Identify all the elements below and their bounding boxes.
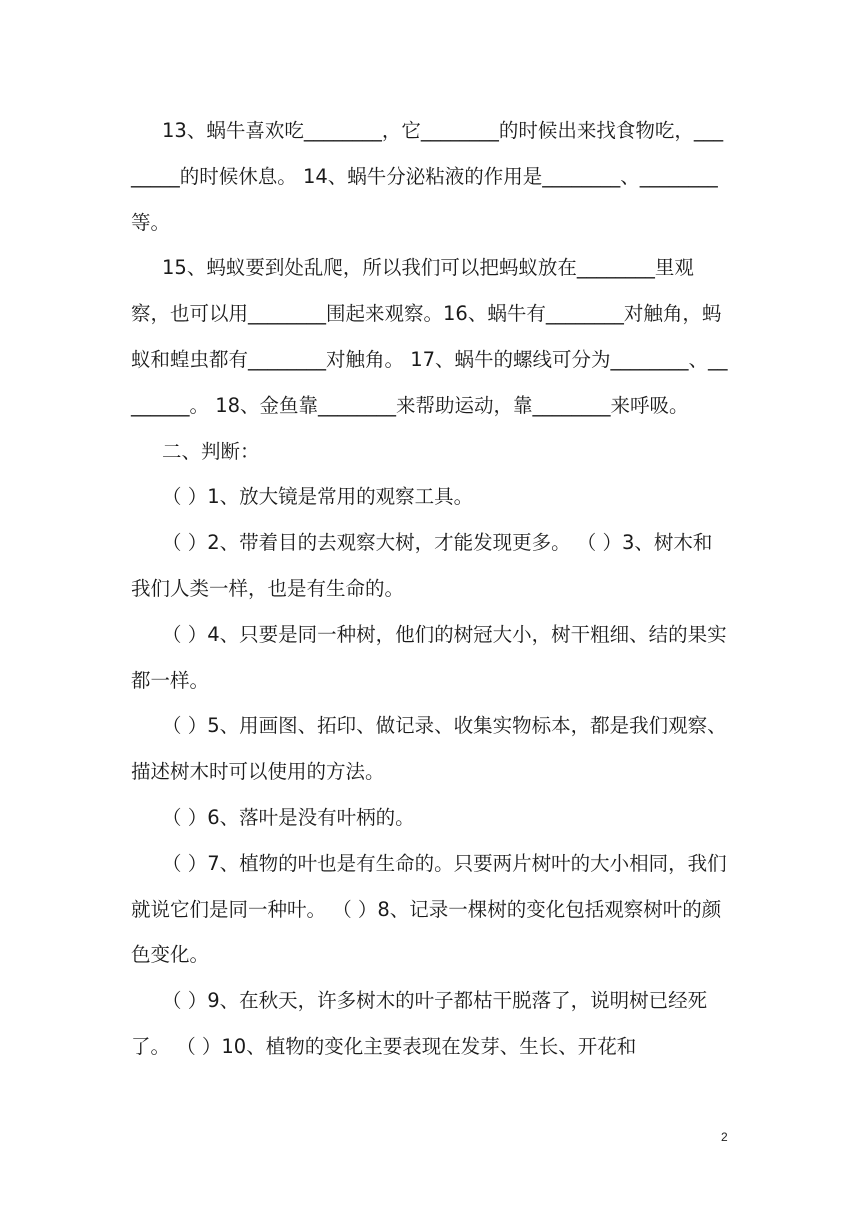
paragraph-judgment-9-10: （ ）9、在秋天，许多树木的叶子都枯干脱落了，说明树已经死了。 （ ）10、植物的变化主要表现在发芽、生长、开花和: [131, 989, 708, 1058]
paragraph-judgment-1: （ ）1、放大镜是常用的观察工具。: [162, 485, 474, 509]
paragraph-fill-blank-15-18: 15、蚂蚁要到处乱爬，所以我们可以把蚂蚁放在________里观察，也可以用________围起来观察。16、蜗牛有________对触角，蚂蚁和蝗虫都有________对触角。 17、蜗牛的螺线可分为________、________。 18、金鱼靠________来帮助运动，靠________来呼吸。: [131, 256, 728, 417]
paragraph-judgment-2-3: （ ）2、带着目的去观察大树，才能发现更多。 （ ）3、树木和我们人类一样，也是有生命的。: [131, 531, 713, 600]
paragraph-judgment-4: （ ）4、只要是同一种树，他们的树冠大小，树干粗细、结的果实都一样。: [131, 622, 727, 692]
paragraph-judgment-5: （ ）5、用画图、拓印、做记录、收集实物标本，都是我们观察、描述树木时可以使用的方法。: [131, 714, 727, 784]
paragraph-fill-blank-13-14: 13、蜗牛喜欢吃________，它________的时候出来找食物吃，________的时候休息。 14、蜗牛分泌粘液的作用是________、________等。: [131, 119, 724, 234]
paragraph-judgment-6: （ ）6、落叶是没有叶柄的。: [162, 805, 415, 829]
paragraph-judgment-7-8: （ ）7、植物的叶也是有生命的。只要两片树叶的大小相同，我们就说它们是同一种叶。 （ ）8、记录一棵树的变化包括观察树叶的颜色变化。: [131, 851, 727, 967]
document-body: [131, 108, 731, 1070]
section-heading-judgment: 二、判断：: [162, 439, 260, 463]
page-number: 2: [721, 1130, 728, 1144]
